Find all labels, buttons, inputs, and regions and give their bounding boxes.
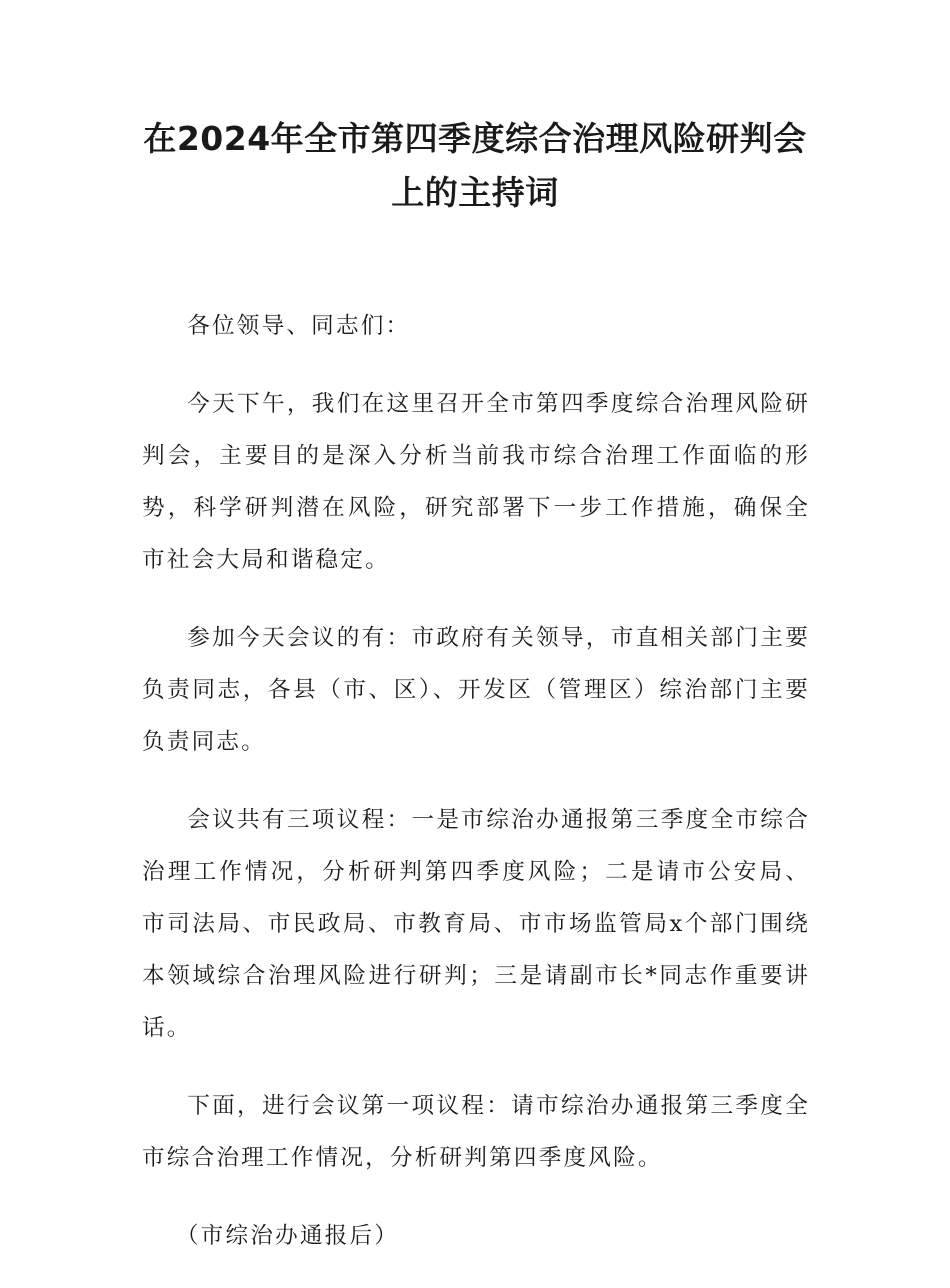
- stage-note: （市综治办通报后）: [175, 1223, 400, 1249]
- document-body: [142, 300, 810, 1288]
- paragraph-attendees: 参加今天会议的有：市政府有关领导，市直相关部门主要负责同志，各县（市、区）、开发区（管理区）综治部门主要负责同志。: [142, 625, 810, 755]
- title-line-2: 上的主持词: [391, 173, 559, 212]
- paragraph-agenda: 会议共有三项议程：一是市综治办通报第三季度全市综合治理工作情况，分析研判第四季度风险；二是请市公安局、市司法局、市民政局、市教育局、市市场监管局x个部门围绕本领域综合治理风险进行研判；三是请副市长*同志作重要讲话。: [142, 807, 810, 1041]
- paragraph-opening: 今天下午，我们在这里召开全市第四季度综合治理风险研判会，主要目的是深入分析当前我市综合治理工作面临的形势，科学研判潜在风险，研究部署下一步工作措施，确保全市社会大局和谐稳定。: [142, 391, 810, 573]
- greeting: 各位领导、同志们：: [187, 313, 411, 339]
- paragraph-first-item: 下面，进行会议第一项议程：请市综治办通报第三季度全市综合治理工作情况，分析研判第四季度风险。: [142, 1093, 810, 1171]
- title-line-1: 在2024年全市第四季度综合治理风险研判会: [143, 119, 807, 158]
- document-title: [100, 112, 850, 220]
